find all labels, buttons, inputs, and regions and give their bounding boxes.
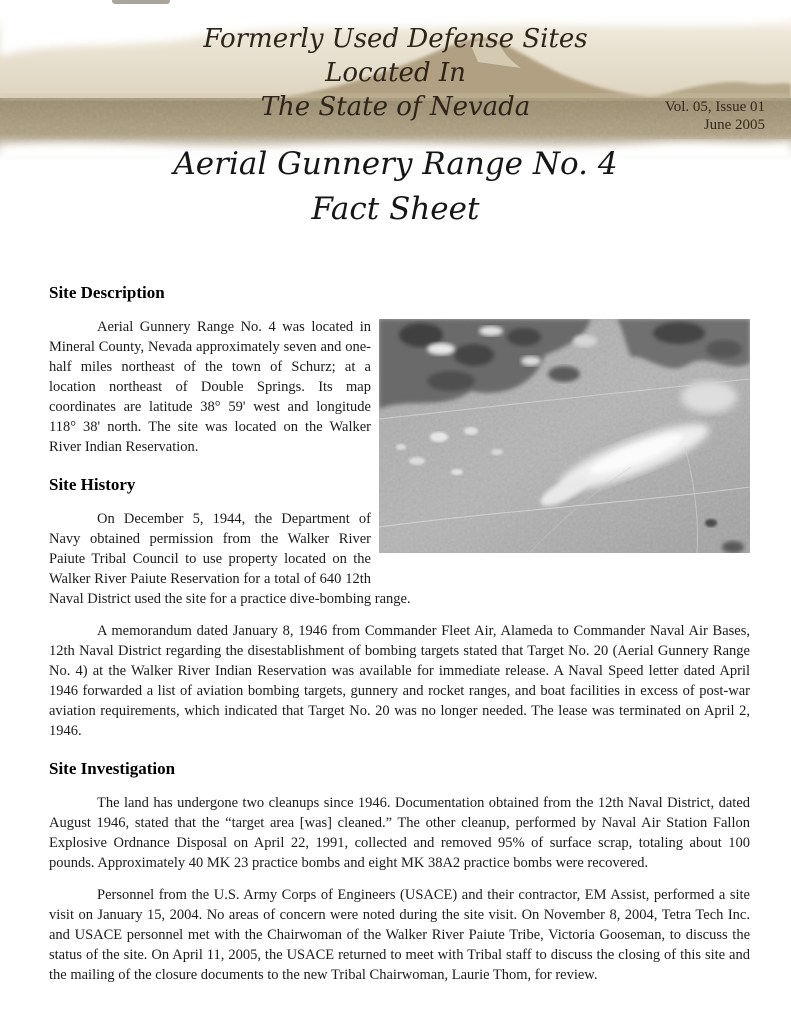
masthead xyxy=(0,0,791,240)
para-site-history-2: A memorandum dated January 8, 1946 from Commander Fleet Air, Alameda to Commander Naval Air Bases, 12th Naval District regarding the disestablishment of bombing targets stated that Target No. 20 (Aerial Gunnery Range No. 4) at the Walker River Indian Reservation was available for immediate release. A Naval Speed letter dated April 1946 forwarded a list of aviation bombing targets, gunnery and rocket ranges, and boat facilities in excess of post-war aviation requirements, which indicated that Target No. 20 was no longer needed. The lease was terminated on April 2, 1946. xyxy=(49,623,750,739)
issue-date: June 2005 xyxy=(703,117,765,133)
doc-title-line-1: Aerial Gunnery Range No. 4 xyxy=(173,146,618,182)
masthead-line-1: Formerly Used Defense Sites xyxy=(203,24,588,54)
document-title xyxy=(0,142,791,232)
para-site-investigation-1: The land has undergone two cleanups since 1946. Documentation obtained from the 12th Naval District, dated August 1946, stated that the “target area [was] cleaned.” The other cleanup, performed by Naval Air Station Fallon Explosive Ordnance Disposal on April 22, 1991, collected and removed 95% of surface scrap, totaling about 100 pounds. Approximately 40 MK 23 practice bombs and eight MK 38A2 practice bombs were recovered. xyxy=(49,795,750,871)
doc-title-line-2: Fact Sheet xyxy=(311,191,480,227)
para-site-description-1: Aerial Gunnery Range No. 4 was located in Mineral County, Nevada approximately seven and one-half miles northeast of the town of Schurz; at a location northeast of Double Springs. Its map coordinates are latitude 38° 59' west and longitude 118° 38' north. The site was located on the Walker River Indian Reservation. xyxy=(49,319,371,455)
para-site-investigation-2: Personnel from the U.S. Army Corps of Engineers (USACE) and their contractor, EM Assist, performed a site visit on January 15, 2004. No areas of concern were noted during the site visit. On November 8, 2004, Tetra Tech Inc. and USACE personnel met with the Chairwoman of the Walker River Paiute Tribe, Victoria Gooseman, to discuss the status of the site. On April 11, 2005, the USACE returned to meet with Tribal staff to discuss the closing of this site and the mailing of the closure documents to the new Tribal Chairwoman, Laurie Thom, for review. xyxy=(49,887,750,983)
section-heading-site-description: Site Description xyxy=(49,283,165,302)
issue-volume: Vol. 05, Issue 01 xyxy=(664,99,765,115)
section-heading-site-history: Site History xyxy=(49,475,136,494)
aerial-photo xyxy=(379,319,750,553)
masthead-line-3: The State of Nevada xyxy=(260,92,531,122)
document-body xyxy=(0,240,791,985)
masthead-line-2: Located In xyxy=(325,58,466,88)
section-heading-site-investigation: Site Investigation xyxy=(49,759,176,778)
para-site-history-1: On December 5, 1944, the Department of Navy obtained permission from the Walker River Paiute Tribal Council to use property located on the Walker River Paiute Reservation for a total of 640 12th Naval District used the site for a practice dive-bombing range. xyxy=(49,511,411,607)
issue-info xyxy=(665,98,765,134)
